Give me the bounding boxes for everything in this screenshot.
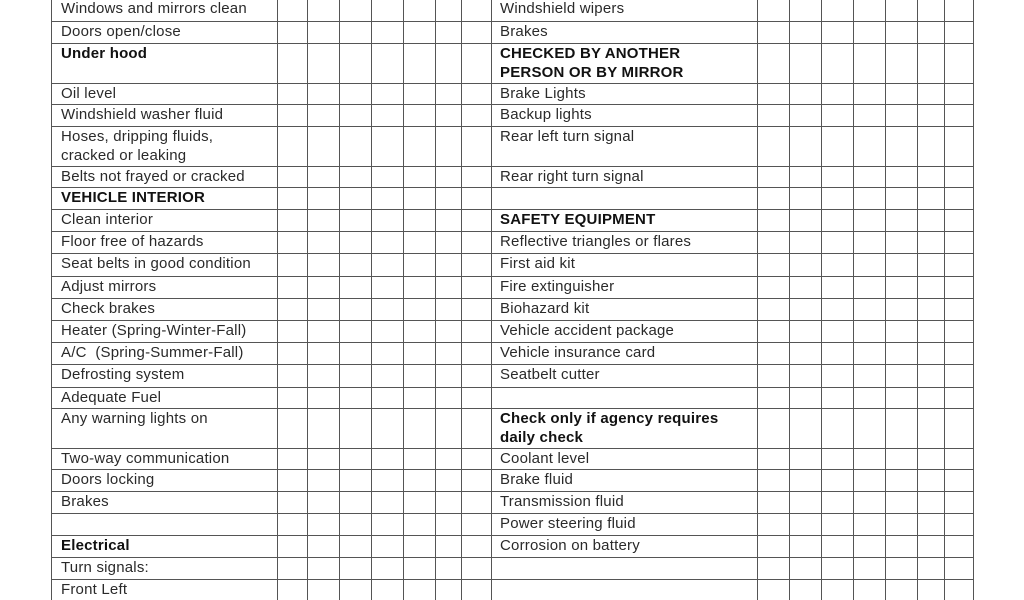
section-heading: Check only if agency requires	[500, 410, 719, 427]
left-checklist-item: cracked or leaking	[61, 147, 187, 164]
right-checklist-item: Fire extinguisher	[500, 278, 615, 295]
grid-row-line	[51, 387, 973, 388]
left-checklist-item: Any warning lights on	[61, 410, 208, 427]
grid-column-line	[435, 0, 436, 600]
left-checklist-item: Oil level	[61, 85, 117, 102]
right-checklist-item: Vehicle accident package	[500, 322, 675, 339]
right-checklist-item: Coolant level	[500, 450, 590, 467]
left-checklist-item: Defrosting system	[61, 366, 185, 383]
grid-column-line	[853, 0, 854, 600]
section-heading: Under hood	[61, 45, 148, 62]
right-checklist-item: Rear right turn signal	[500, 168, 644, 185]
section-heading: CHECKED BY ANOTHER	[500, 45, 681, 62]
left-checklist-item: Doors locking	[61, 471, 155, 488]
grid-column-line	[403, 0, 404, 600]
left-checklist-item: Windows and mirrors clean	[61, 0, 247, 17]
grid-column-line	[757, 0, 758, 600]
left-checklist-item: Front Left	[61, 581, 128, 598]
section-heading: Electrical	[61, 537, 130, 554]
grid-column-line	[973, 0, 974, 600]
left-checklist-item: Floor free of hazards	[61, 233, 204, 250]
grid-column-line	[307, 0, 308, 600]
right-checklist-item: Transmission fluid	[500, 493, 624, 510]
grid-column-line	[789, 0, 790, 600]
right-checklist-item: Corrosion on battery	[500, 537, 640, 554]
left-checklist-item: Adjust mirrors	[61, 278, 157, 295]
left-checklist-item: Brakes	[61, 493, 109, 510]
right-checklist-item: Backup lights	[500, 106, 592, 123]
grid-column-line	[821, 0, 822, 600]
grid-column-line	[277, 0, 278, 600]
right-checklist-item: Rear left turn signal	[500, 128, 635, 145]
grid-column-line	[371, 0, 372, 600]
left-checklist-item: Hoses, dripping fluids,	[61, 128, 214, 145]
left-checklist-item: Turn signals:	[61, 559, 149, 576]
left-checklist-item: Check brakes	[61, 300, 156, 317]
section-heading: SAFETY EQUIPMENT	[500, 211, 656, 228]
right-checklist-item: First aid kit	[500, 255, 576, 272]
left-checklist-item: Adequate Fuel	[61, 389, 162, 406]
grid-column-line	[885, 0, 886, 600]
left-checklist-item: Belts not frayed or cracked	[61, 168, 245, 185]
right-checklist-item: Brake fluid	[500, 471, 574, 488]
left-checklist-item: Doors open/close	[61, 23, 181, 40]
right-checklist-item: Power steering fluid	[500, 515, 636, 532]
grid-row-line	[51, 557, 973, 558]
right-checklist-item: Vehicle insurance card	[500, 344, 656, 361]
right-checklist-item: Windshield wipers	[500, 0, 625, 17]
right-checklist-item: Reflective triangles or flares	[500, 233, 692, 250]
right-checklist-item: Brake Lights	[500, 85, 586, 102]
right-checklist-item: Biohazard kit	[500, 300, 590, 317]
left-checklist-item: A/C (Spring-Summer-Fall)	[61, 344, 244, 361]
section-heading: VEHICLE INTERIOR	[61, 189, 206, 206]
section-heading: PERSON OR BY MIRROR	[500, 64, 684, 81]
grid-column-line	[339, 0, 340, 600]
left-checklist-item: Windshield washer fluid	[61, 106, 224, 123]
left-checklist-item: Seat belts in good condition	[61, 255, 251, 272]
grid-column-line	[944, 0, 945, 600]
grid-row-line	[51, 579, 973, 580]
section-heading: daily check	[500, 429, 584, 446]
grid-column-line	[51, 0, 52, 600]
left-checklist-item: Two-way communication	[61, 450, 230, 467]
grid-column-line	[917, 0, 918, 600]
right-checklist-item: Brakes	[500, 23, 548, 40]
left-checklist-item: Heater (Spring-Winter-Fall)	[61, 322, 247, 339]
right-checklist-item: Seatbelt cutter	[500, 366, 600, 383]
left-checklist-item: Clean interior	[61, 211, 154, 228]
grid-column-line	[461, 0, 462, 600]
grid-column-line	[491, 0, 492, 600]
